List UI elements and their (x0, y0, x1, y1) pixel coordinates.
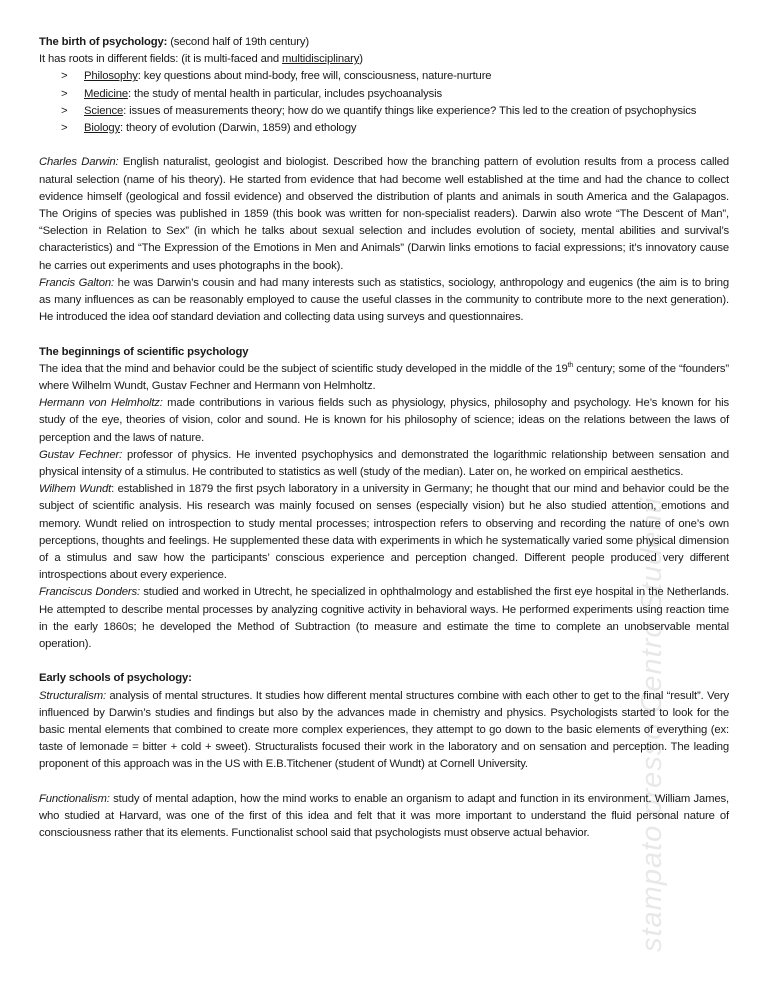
section-schools-heading (39, 670, 729, 687)
list-term: Medicine (84, 87, 129, 100)
section-title: The beginnings of scientific psychology (39, 345, 249, 358)
paragraph-darwin: Charles Darwin: English naturalist, geologist and biologist. Described how the branching pattern of evolution results from a process called natural selection (name of his theory). He started from evidence that had become well established at the time and had the chance to collect evidence himself (geological and fossil evidence) and observed the distribution of plants and animals in south America and the Galapagos. The Origins of species was published in 1859 (this book was written for non-specialist readers). Darwin also wrote “The Descent of Man”, “Selection in Relation to Sex” (in which he talks about sexual selection and includes evolution of society, mental abilities and survival’s characteristics) and “The Expression of the Emotions in Men and Animals” (Darwin links emotions to facial expressions; it’s innovatory cause he carries out experiments and uses photographs in the book). (39, 156, 730, 272)
person-name: Franciscus Donders: (39, 586, 140, 599)
section-title: The birth of psychology: (39, 36, 168, 48)
school-name: Functionalism: (39, 792, 110, 805)
bullet-arrow-icon: > (61, 104, 68, 117)
document-page (39, 34, 729, 842)
paragraph-fechner: Gustav Fechner: professor of physics. He invented psychophysics and demonstrated the logarithmic relationship between sensation and physical intensity of a stimulus. He contributed to statistics as well (study of the median). Later on, he worked on empirical aesthetics. (39, 448, 730, 479)
list-item: > Biology: theory of evolution (Darwin, 1859) and ethology (61, 120, 729, 137)
spacer (39, 774, 729, 791)
paragraph-wundt: Wilhem Wundt: established in 1879 the first psych laboratory in a university in Germany; he thought that our mind and behavior could be the subject of scientific analysis. His research was mainly focused on senses (especially vision) but he also studied attention, emotions and memory. Wundt relied on introspection to study mental processes; introspection refers to observing and recording the nature of one’s own perceptions, thoughts and feelings. He supplemented these data with experiments in which he systematically varied some physical dimension of a stimulus and saw how the participants’ conscious experience and perception changed. Different people produced very different introspections about every experience. (39, 483, 729, 582)
paragraph-galton: Francis Galton: he was Darwin’s cousin and had many interests such as statistics, sociology, anthropology and eugenics (the aim is to bring as many influences as can be reasonably employed to cause the useful classes in the community to contribute more to the next generation). He introduced the idea oof standard deviation and collecting data using surveys and questionnaires. (39, 276, 729, 324)
paragraph-donders: Franciscus Donders: studied and worked in Utrecht, he specialized in ophthalmology and established the first eye hospital in the Netherlands. He attempted to describe mental processes by analyzing cognitive activity in behavioral ways. He performed experiments using reaction time in the early 1860s; he developed the Method of Subtraction (to measure and estimate the time to complete an unobservable mental operation). (39, 586, 730, 651)
section-title-suffix: (second half of 19th century) (167, 36, 310, 48)
list-item: > Science: issues of measurements theory; how do we quantify things like experience? This led to the creation of psychophysics (61, 103, 729, 120)
list-term: Science (84, 104, 124, 117)
roots-list (39, 68, 729, 137)
paragraph-structuralism: Structuralism: analysis of mental structures. It studies how different mental structures combine with each other to get to the final “result”. Very influenced by Darwin’s studies and findings but also by the advances made in chemistry and physics. Psychologists started to look for the basic mental elements that combined to create more complex experiences, they attempt to go down to the basic elements of everything (ex: taste of lemonade = bitter + cold + sweet). Structuralists focused their work in the laboratory and on sensation and perception. The leading proponent of this approach was in the US with E.B.Titchener (student of Wundt) at Cornell University. (39, 689, 729, 771)
person-name: Gustav Fechner: (39, 448, 123, 461)
list-term: Biology (84, 122, 121, 135)
section-birth-intro: It has roots in different fields: (it is multi-faced and multidisciplinary) (39, 53, 363, 66)
person-name: Francis Galton: (39, 276, 114, 289)
paragraph-helmholtz: Hermann von Helmholtz: made contributions in various fields such as physiology, physics, philosophy and psychology. He’s known for his study of the eye, theories of vision, color and sound. He is known for his philosophy of science; ideas on the relations between the laws of perception and the laws of nature. (39, 397, 729, 444)
underlined-term: multidisciplinary (282, 53, 360, 66)
person-name: Hermann von Helmholtz: (39, 397, 163, 410)
list-term: Philosophy (84, 70, 138, 83)
list-item: > Medicine: the study of mental health in particular, includes psychoanalysis (61, 86, 729, 103)
section-scientific-heading (39, 344, 729, 361)
person-name: Charles Darwin: (39, 156, 119, 169)
school-name: Structuralism: (39, 689, 106, 702)
section-scientific-intro: The idea that the mind and behavior could be the subject of scientific study developed in the middle of the 19th century; some of the “founders” where Wilhelm Wundt, Gustav Fechner and Hermann von Helmholtz. (39, 362, 729, 393)
spacer (39, 326, 729, 343)
bullet-arrow-icon: > (61, 87, 68, 100)
section-birth-heading (39, 34, 729, 51)
spacer (39, 653, 729, 670)
person-name: Wilhem Wundt (39, 483, 112, 496)
bullet-arrow-icon: > (61, 122, 68, 135)
paragraph-functionalism: Functionalism: study of mental adaption, how the mind works to enable an organism to adapt and function in its environment. William James, who studied at Harvard, was one of the first of this idea and felt that it was more important to understand the fluid personal nature of consciousness rather that its elements. Functionalist school said that psychologists must observe actual behavior. (39, 792, 729, 840)
spacer (39, 137, 729, 154)
list-item: > Philosophy: key questions about mind-body, free will, consciousness, nature-nurture (61, 68, 729, 85)
bullet-arrow-icon: > (61, 70, 68, 83)
watermark: stampato presso Centro Studenti (636, 497, 668, 952)
section-title: Early schools of psychology: (39, 672, 192, 685)
